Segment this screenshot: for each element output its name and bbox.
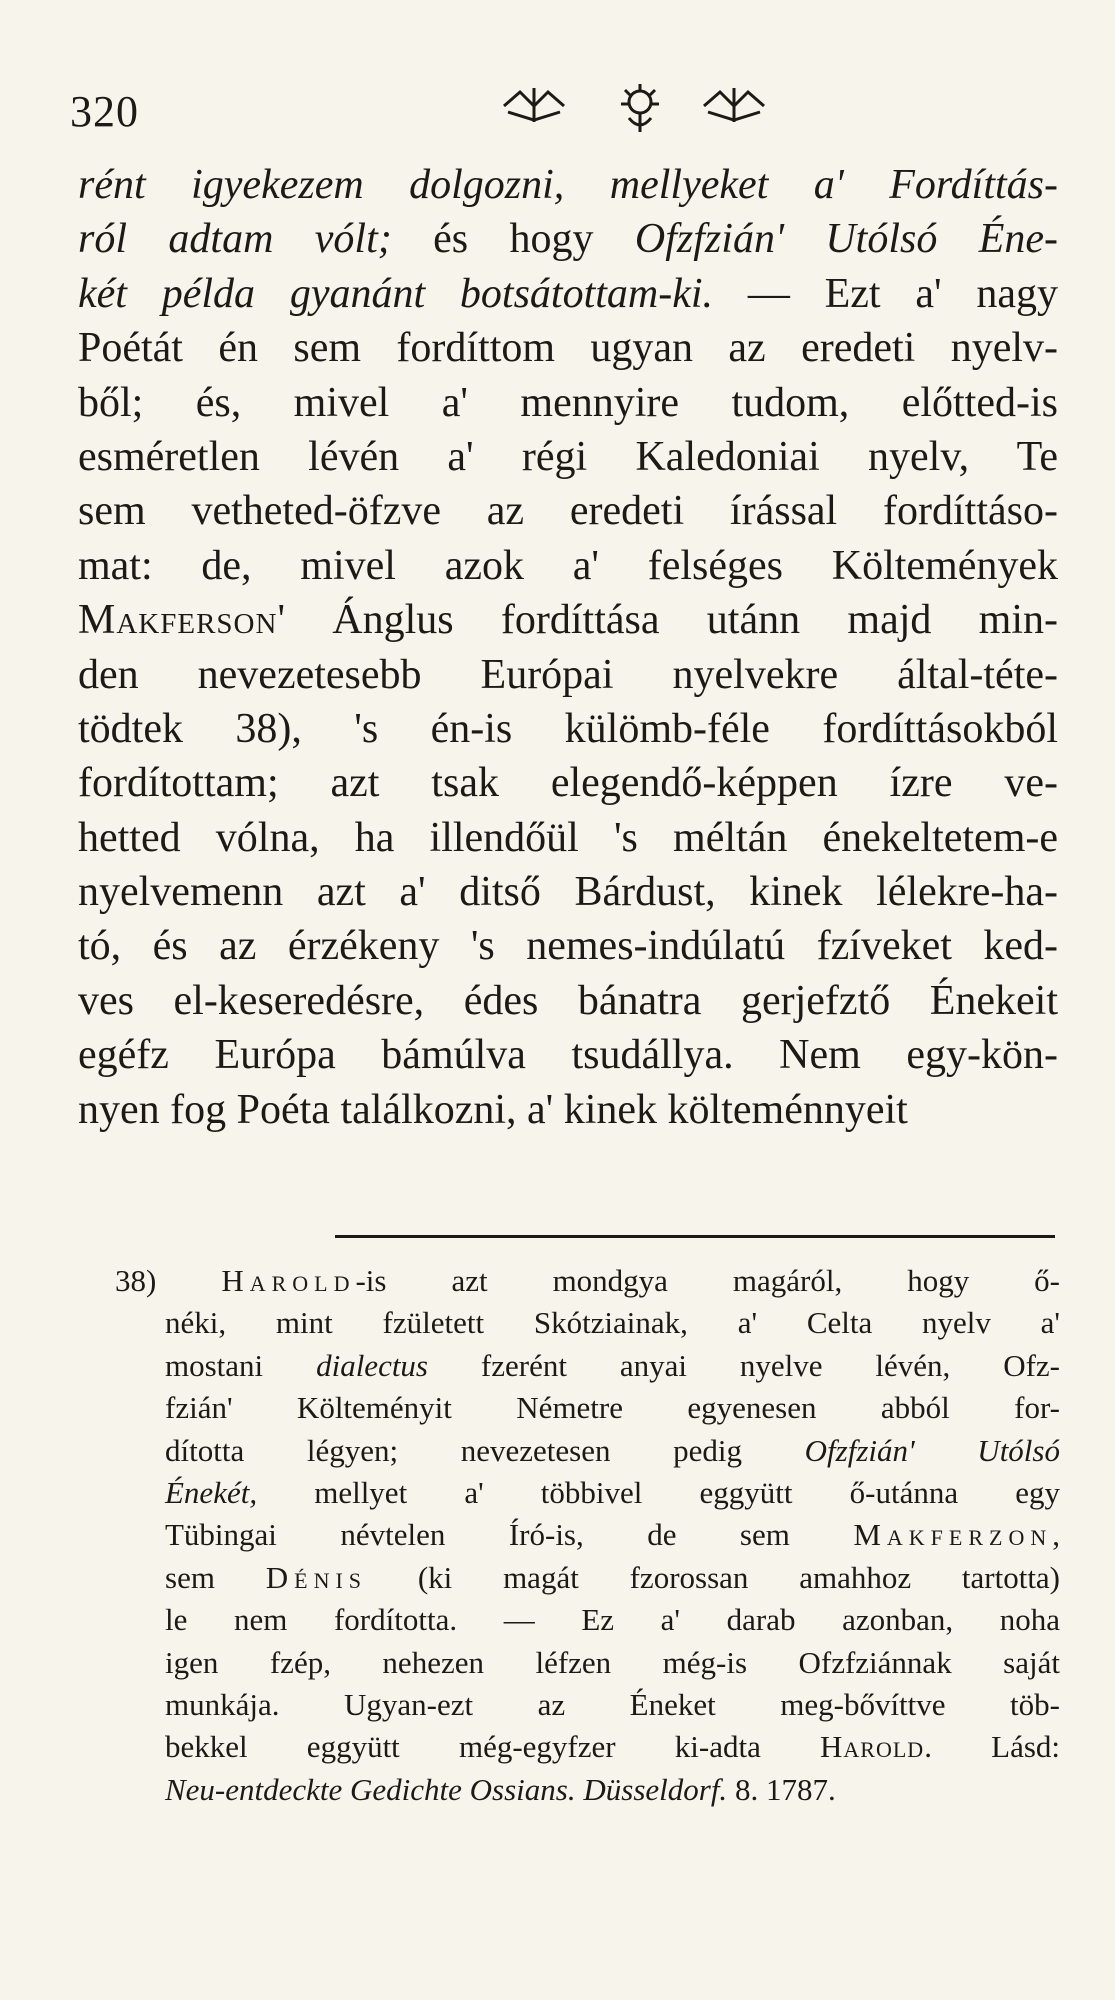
footnote-divider	[335, 1235, 1055, 1238]
text-line: egéfz Európa bámúlva tsudállya. Nem egy-kön-	[78, 1032, 1058, 1079]
footnote-line: igen fzép, nehezen léfzen még-is Ofzfziánnak saját	[165, 1644, 1060, 1680]
italic-text: Énekét,	[165, 1474, 258, 1510]
italic-text: rént igyekezem dolgozni, mellyeket a' Fordíttás-	[78, 162, 1058, 208]
text-segment: ' Ánglus fordíttása utánn majd min-	[277, 597, 1058, 644]
text-line: tó, és az érzékeny 's nemes-indúlatú fzíveket ked-	[78, 923, 1058, 970]
text-segment: mellyet a' többivel eggyütt ő-utánna egy	[257, 1474, 1060, 1510]
text-line	[78, 593, 1058, 647]
text-line: den nevezetesebb Európai nyelvekre által-téte-	[78, 651, 1058, 698]
text-line: nyen fog Poéta találkozni, a' kinek költeménnyeit	[78, 1086, 908, 1133]
text-line: nyelvemenn azt a' ditső Bárdust, kinek lélekre-ha-	[78, 869, 1058, 916]
footnote-line: le nem fordította. — Ez a' darab azonban, noha	[165, 1602, 1060, 1638]
text-segment: dította légyen; nevezetesen pedig	[165, 1432, 805, 1468]
footnote-line	[165, 1345, 1060, 1387]
footnote-line	[165, 1769, 1060, 1811]
text-line	[78, 212, 1058, 266]
page-number: 320	[70, 87, 139, 136]
text-line: ves el-keseredésre, édes bánatra gerjefztő Énekeit	[78, 977, 1058, 1024]
text-line	[78, 158, 1058, 212]
footnote-line	[165, 1514, 1060, 1556]
main-text	[78, 158, 1058, 1137]
author-name: Makferzon	[853, 1517, 1053, 1553]
text-segment: (ki magát fzorossan amahhoz tartotta)	[367, 1559, 1061, 1595]
text-line: Poétát én sem fordíttom ugyan az eredeti nyelv-	[78, 325, 1058, 372]
author-name: Makferson	[78, 597, 278, 644]
fleuron-center-icon	[615, 82, 665, 136]
text-line: mat: de, mivel azok a' felséges Költemények	[78, 542, 1058, 589]
text-segment: mostani	[165, 1347, 317, 1383]
text-segment: ,	[1052, 1517, 1060, 1553]
text-segment: és hogy	[391, 216, 635, 263]
page-header	[70, 78, 1060, 148]
fleuron-right-icon	[700, 82, 770, 126]
text-segment: -is azt mondgya magáról, hogy ő-	[355, 1263, 1060, 1298]
author-name: Harold	[820, 1729, 925, 1765]
footnote-line	[115, 1260, 1060, 1302]
footnote-line: néki, mint fzületett Skótziainak, a' Celta nyelv a'	[165, 1305, 1060, 1341]
italic-text: Neu-entdeckte Gedichte Ossians. Düsseldorf.	[165, 1771, 728, 1807]
footnote-marker: 38)	[115, 1263, 222, 1298]
text-line: fordítottam; azt tsak elegendő-képpen ízre ve-	[78, 760, 1058, 807]
text-segment: Tübingai névtelen Író-is, de sem	[165, 1517, 854, 1553]
author-name: Dénis	[265, 1559, 368, 1595]
text-line: esméretlen lévén a' régi Kaledoniai nyelv, Te	[78, 433, 1058, 480]
footnote	[115, 1260, 1061, 1811]
italic-text: két példa gyanánt botsátottam-ki.	[78, 270, 714, 317]
text-segment: fzerént anyai nyelve lévén, Ofz-	[428, 1347, 1060, 1383]
footnote-line	[165, 1557, 1060, 1599]
text-segment: . Lásd:	[924, 1729, 1061, 1765]
fleuron-left-icon	[500, 82, 570, 126]
text-segment: 8. 1787.	[727, 1771, 836, 1807]
italic-text: ról adtam vólt;	[78, 216, 392, 263]
author-name: Harold	[221, 1263, 356, 1298]
footnote-line: munkája. Ugyan-ezt az Éneket meg-bővíttve töb-	[165, 1686, 1060, 1722]
footnote-line	[165, 1726, 1060, 1768]
text-line: sem vetheted-öfzve az eredeti írással fordíttáso-	[78, 488, 1058, 535]
text-line	[78, 267, 1058, 321]
text-line: ből; és, mivel a' mennyire tudom, előtted-is	[78, 379, 1058, 426]
footnote-line: fzián' Költeményit Németre egyenesen abból for-	[165, 1390, 1060, 1426]
italic-text: dialectus	[316, 1347, 428, 1383]
text-line: tödtek 38), 's én-is külömb-féle fordíttásokból	[78, 705, 1058, 752]
text-segment: — Ezt a' nagy	[713, 270, 1058, 317]
text-line: hetted vólna, ha illendőül 's méltán énekeltetem-e	[78, 814, 1058, 861]
text-segment: sem	[165, 1559, 266, 1595]
italic-text: Ofzfzián' Utólsó Éne-	[634, 216, 1059, 263]
text-segment: bekkel eggyütt még-egyfzer ki-adta	[165, 1729, 821, 1765]
footnote-line	[165, 1430, 1060, 1472]
footnote-line	[165, 1472, 1060, 1514]
italic-text: Ofzfzián' Utólsó	[804, 1432, 1060, 1468]
